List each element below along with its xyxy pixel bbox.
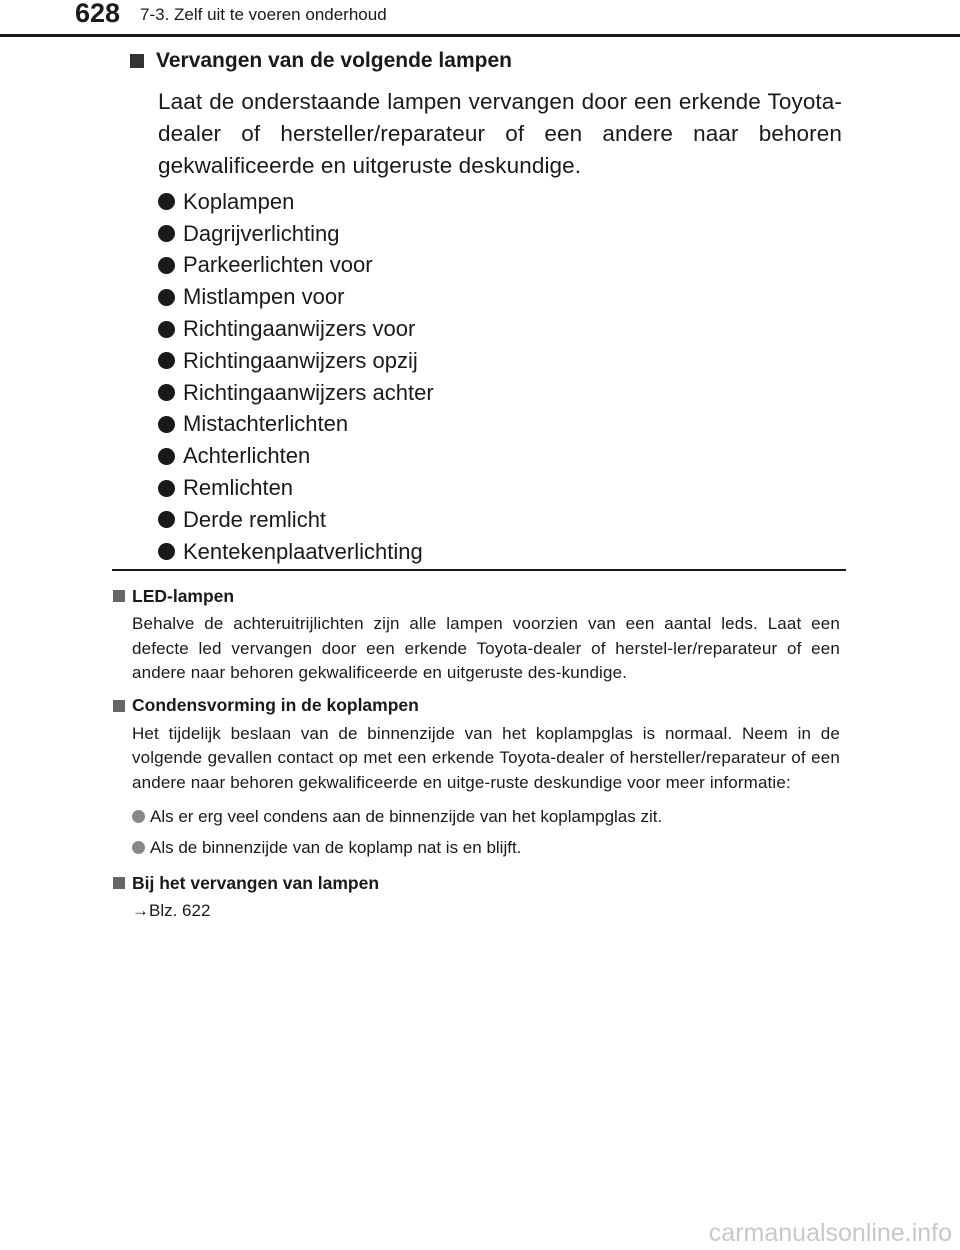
watermark-text: carmanualsonline.info bbox=[708, 1219, 952, 1247]
list-item bbox=[158, 472, 850, 504]
list-item-text: Achterlichten bbox=[183, 443, 311, 469]
condensation-list bbox=[132, 801, 843, 863]
list-item-text: Koplampen bbox=[183, 188, 295, 214]
section-heading bbox=[130, 46, 850, 76]
square-bullet-icon bbox=[113, 590, 125, 602]
list-item bbox=[158, 345, 850, 377]
note-heading-text: Condensvorming in de koplampen bbox=[132, 695, 419, 715]
section-divider bbox=[112, 569, 846, 571]
main-section bbox=[130, 46, 850, 568]
list-item-text: Remlichten bbox=[183, 475, 294, 501]
list-item bbox=[158, 409, 850, 441]
bullet-dot-icon bbox=[158, 257, 175, 274]
bullet-dot-icon bbox=[132, 841, 145, 854]
list-item bbox=[158, 377, 850, 409]
bullet-dot-icon bbox=[158, 289, 175, 306]
lamp-list bbox=[158, 186, 850, 568]
bullet-dot-icon bbox=[158, 193, 175, 210]
note-heading bbox=[113, 584, 843, 608]
note-led bbox=[113, 584, 843, 686]
note-heading-text: Bij het vervangen van lampen bbox=[132, 872, 380, 893]
list-item-text: Richtingaanwijzers achter bbox=[183, 379, 434, 405]
list-item bbox=[158, 504, 850, 536]
page-reference-link[interactable]: →Blz. 622 bbox=[132, 901, 211, 920]
square-bullet-icon bbox=[113, 700, 125, 712]
bullet-dot-icon bbox=[158, 511, 175, 528]
list-item bbox=[158, 313, 850, 345]
note-heading bbox=[113, 871, 843, 895]
bullet-dot-icon bbox=[158, 543, 175, 560]
header-rule bbox=[0, 34, 960, 37]
intro-paragraph: Laat de onderstaande lampen vervangen door een erkende Toyota-dealer of hersteller/reparateur of een andere naar behoren gekwalificeerde en uitgeruste deskundige. bbox=[158, 89, 842, 178]
list-item bbox=[158, 250, 850, 282]
note-heading bbox=[113, 694, 843, 718]
header-section-title: 7-3. Zelf uit te voeren onderhoud bbox=[140, 5, 387, 24]
bullet-dot-icon bbox=[158, 384, 175, 401]
note-replacing bbox=[113, 871, 843, 921]
section-heading-text: Vervangen van de volgende lampen bbox=[156, 49, 512, 72]
list-item bbox=[158, 440, 850, 472]
list-item bbox=[158, 218, 850, 250]
list-item bbox=[158, 186, 850, 218]
bullet-dot-icon bbox=[132, 810, 145, 823]
list-item-text: Kentekenplaatverlichting bbox=[183, 538, 423, 564]
list-item bbox=[132, 801, 843, 832]
bullet-dot-icon bbox=[158, 352, 175, 369]
list-item bbox=[132, 832, 843, 863]
list-item-text: Als er erg veel condens aan de binnenzijde van het koplampglas zit. bbox=[150, 806, 663, 826]
note-condensation bbox=[113, 694, 843, 864]
notes-section bbox=[113, 584, 843, 929]
bullet-dot-icon bbox=[158, 480, 175, 497]
list-item bbox=[158, 281, 850, 313]
bullet-dot-icon bbox=[158, 321, 175, 338]
list-item-text: Richtingaanwijzers voor bbox=[183, 316, 416, 342]
page-number: 628 bbox=[75, 0, 121, 28]
bullet-dot-icon bbox=[158, 448, 175, 465]
list-item bbox=[158, 536, 850, 568]
list-item-text: Mistlampen voor bbox=[183, 284, 345, 310]
list-item-text: Derde remlicht bbox=[183, 506, 327, 532]
note-body: Het tijdelijk beslaan van de binnenzijde van het koplampglas is normaal. Neem in de volgende gevallen contact op met een erkende Toyota-dealer of hersteller/reparateur of een andere naar behoren gekwalificeerde en uitge-ruste deskundige voor meer informatie: bbox=[132, 723, 840, 792]
list-item-text: Mistachterlichten bbox=[183, 411, 349, 437]
list-item-text: Parkeerlichten voor bbox=[183, 252, 373, 278]
square-bullet-icon bbox=[113, 877, 125, 889]
square-bullet-icon bbox=[130, 54, 144, 68]
list-item-text: Als de binnenzijde van de koplamp nat is en blijft. bbox=[150, 837, 522, 857]
bullet-dot-icon bbox=[158, 416, 175, 433]
note-heading-text: LED-lampen bbox=[132, 585, 235, 606]
list-item-text: Dagrijverlichting bbox=[183, 220, 340, 246]
list-item-text: Richtingaanwijzers opzij bbox=[183, 347, 418, 373]
bullet-dot-icon bbox=[158, 225, 175, 242]
note-body: Behalve de achteruitrijlichten zijn alle lampen voorzien van een aantal leds. Laat een defecte led vervangen door een erkende Toyota-dealer of herstel-ler/reparateur of een andere naar behoren gekwalificeerde en uitgeruste des-kundige. bbox=[132, 614, 840, 682]
